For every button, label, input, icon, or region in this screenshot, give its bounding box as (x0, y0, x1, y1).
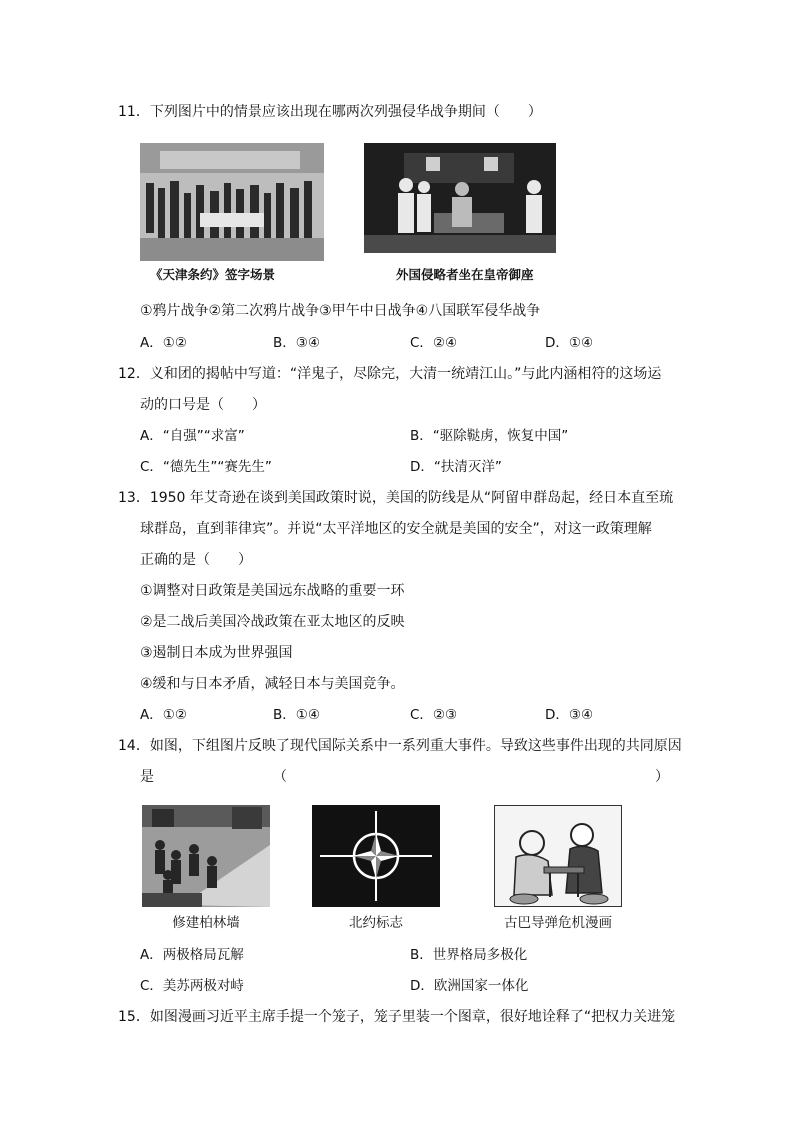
berlin-wall-caption: 修建柏林墙 (172, 915, 240, 931)
q11-option-b[interactable]: B．③④ (273, 335, 320, 351)
q11-option-a[interactable]: A．①② (140, 335, 187, 351)
q13-stem-line2: 球群岛，直到菲律宾”。并说“太平洋地区的安全就是美国的安全”，对这一政策理解 (140, 521, 652, 537)
nato-caption: 北约标志 (349, 915, 403, 931)
q14-paren-open: （ (273, 769, 287, 785)
cuban-crisis-cartoon (494, 805, 622, 907)
q13-statement-2: ②是二战后美国冷战政策在亚太地区的反映 (140, 614, 405, 630)
q13-statement-3: ③遏制日本成为世界强国 (140, 645, 293, 661)
q12-stem-line2: 动的口号是（ ） (140, 397, 266, 413)
q12-option-c[interactable]: C．“德先生”“赛先生” (140, 459, 272, 475)
q12-stem-line1: 12．义和团的揭帖中写道：“洋鬼子，尽除完，大清一统靖江山。”与此内涵相符的这场运 (118, 366, 662, 382)
q11-option-c[interactable]: C．②④ (410, 335, 458, 351)
q11-option-d[interactable]: D．①④ (545, 335, 594, 351)
berlin-wall-photo (142, 805, 270, 907)
q14-option-c[interactable]: C．美苏两极对峙 (140, 978, 244, 994)
q14-paren-close: ） (655, 769, 669, 785)
q13-stem-line3: 正确的是（ ） (140, 552, 252, 568)
q14-option-a[interactable]: A．两极格局瓦解 (140, 947, 244, 963)
q13-statement-4: ④缓和与日本矛盾，减轻日本与美国竞争。 (140, 676, 405, 692)
treaty-signing-photo (140, 143, 324, 261)
q14-stem-line2: 是 (140, 769, 154, 785)
q13-option-a[interactable]: A．①② (140, 707, 187, 723)
q12-option-d[interactable]: D．“扶清灭洋” (410, 459, 502, 475)
q13-stem-line1: 13．1950 年艾奇逊在谈到美国政策时说，美国的防线是从“阿留申群岛起，经日本直至琉 (118, 490, 674, 506)
q11-statements: ①鸦片战争②第二次鸦片战争③甲午中日战争④八国联军侵华战争 (140, 303, 541, 319)
q11-stem: 11．下列图片中的情景应该出现在哪两次列强侵华战争期间（ ） (118, 104, 542, 120)
q15-stem-line1: 15．如图漫画习近平主席手提一个笼子，笼子里装一个图章，很好地诠释了“把权力关进笼 (118, 1009, 676, 1025)
nato-emblem-image (312, 805, 440, 907)
throne-caption: 外国侵略者坐在皇帝御座 (396, 267, 534, 282)
treaty-signing-caption: 《天津条约》签字场景 (150, 267, 276, 282)
throne-photo (364, 143, 556, 253)
cuban-crisis-caption: 古巴导弹危机漫画 (504, 915, 612, 931)
q13-option-d[interactable]: D．③④ (545, 707, 594, 723)
q12-option-b[interactable]: B．“驱除鞑虏，恢复中国” (410, 428, 569, 444)
q13-option-c[interactable]: C．②③ (410, 707, 458, 723)
q14-option-d[interactable]: D．欧洲国家一体化 (410, 978, 529, 994)
q13-option-b[interactable]: B．①④ (273, 707, 320, 723)
q14-option-b[interactable]: B．世界格局多极化 (410, 947, 528, 963)
q13-statement-1: ①调整对日政策是美国远东战略的重要一环 (140, 583, 405, 599)
q14-stem-line1: 14．如图，下组图片反映了现代国际关系中一系列重大事件。导致这些事件出现的共同原因 (118, 738, 682, 754)
q12-option-a[interactable]: A．“自强”“求富” (140, 428, 245, 444)
